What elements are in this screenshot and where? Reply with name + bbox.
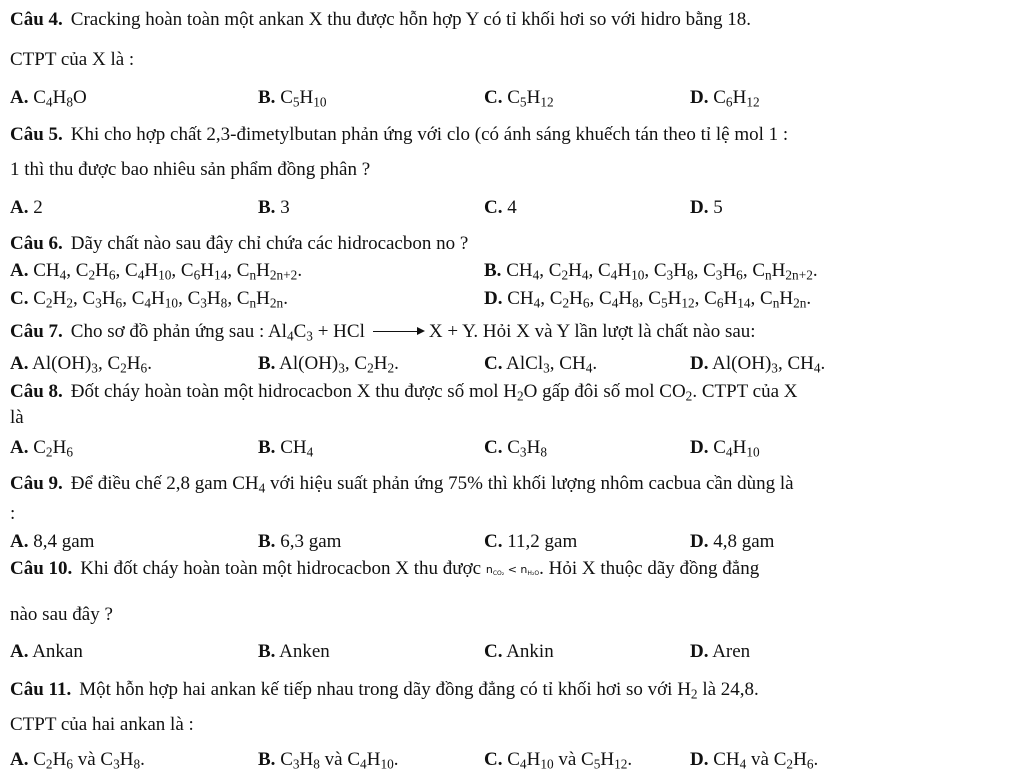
q6-number: Câu 6.: [10, 233, 63, 254]
q10-option-b[interactable]: B. Anken: [258, 641, 330, 662]
q6-option-d[interactable]: D. $CH_4$, $C_2H_6$, $C_4H_8$, $C_5H_{12}$, $C_6H_{14}$, $C_nH_{2n}$.: [484, 288, 812, 311]
q9-option-d[interactable]: D. 4,8 gam: [690, 531, 775, 552]
q4-stem-line2: CTPT của X là :: [10, 49, 135, 70]
q10-number: Câu 10.: [10, 558, 73, 579]
q11-option-b[interactable]: B. $C_3H_8$ và $C_4H_{10}$.: [258, 749, 399, 772]
q7-stem: Câu 7. Cho sơ đồ phản ứng sau : $Al_4C_3$ + HCl X + Y. Hỏi X và Y lần lượt là chất nào sau:: [10, 321, 756, 344]
q7-option-d[interactable]: D. $Al(OH)_3$, $CH_4$.: [690, 353, 826, 376]
q10-option-a[interactable]: A. Ankan: [10, 641, 83, 662]
q11-stem-line2: CTPT của hai ankan là :: [10, 714, 194, 735]
q4-option-c[interactable]: C. $C_5H_{12}$: [484, 87, 554, 110]
q6-stem-text: Dãy chất nào sau đây chỉ chứa các hidrocacbon no ?: [70, 233, 469, 254]
q8-stem-line2: là: [10, 407, 24, 428]
q9-option-c[interactable]: C. 11,2 gam: [484, 531, 578, 552]
q10-stem-line1: Câu 10. Khi đốt cháy hoàn toàn một hidrocacbon X thu được $n_{CO_2} < n_{H_2O}$. Hỏi X thuộc dãy đồng đẳng: [10, 558, 760, 579]
q5-stem-text: Khi cho hợp chất 2,3-đimetylbutan phản ứng với clo (có ánh sáng khuếch tán theo tỉ lệ mol 1 :: [70, 124, 789, 145]
q6-stem: [10, 232, 468, 256]
q4-stem-text: Cracking hoàn toàn một ankan X thu được hỗn hợp Y có tỉ khối hơi so với hidro bằng 18.: [70, 9, 752, 30]
q8-option-c[interactable]: C. $C_3H_8$: [484, 437, 547, 460]
q7-option-a[interactable]: A. $Al(OH)_3$, $C_2H_6$.: [10, 353, 152, 376]
q8-option-d[interactable]: D. $C_4H_{10}$: [690, 437, 760, 460]
q10-option-c[interactable]: C. Ankin: [484, 641, 554, 662]
mole-inequality-formula: $n_{CO_2} < n_{H_2O}$: [485, 562, 540, 577]
q7-number: Câu 7.: [10, 321, 63, 342]
q6-option-a[interactable]: A. $CH_4$, $C_2H_6$, $C_4H_{10}$, $C_6H_{14}$, $C_nH_{2n+2}$.: [10, 260, 303, 283]
q7-stem-prefix: Cho sơ đồ phản ứng sau :: [70, 321, 265, 342]
q11-option-d[interactable]: D. $CH_4$ và $C_2H_6$.: [690, 749, 819, 772]
q5-option-b[interactable]: B. 3: [258, 197, 290, 218]
q4-option-a[interactable]: A. $C_4H_8O$: [10, 87, 87, 110]
q8-stem-line1: Câu 8. Đốt cháy hoàn toàn một hidrocacbon X thu được số mol $H_2O$ gấp đôi số mol $CO_2$. CTPT của X: [10, 381, 798, 404]
q10-stem-line2: nào sau đây ?: [10, 604, 113, 625]
q8-number: Câu 8.: [10, 381, 63, 402]
q9-option-b[interactable]: B. 6,3 gam: [258, 531, 342, 552]
q7-stem-suffix: X + Y. Hỏi X và Y lần lượt là chất nào sau:: [428, 321, 756, 342]
q4-option-d[interactable]: D. $C_6H_{12}$: [690, 87, 760, 110]
q11-number: Câu 11.: [10, 679, 72, 700]
q5-option-a[interactable]: A. 2: [10, 197, 43, 218]
q5-option-c[interactable]: C. 4: [484, 197, 517, 218]
q5-option-d[interactable]: D. 5: [690, 197, 723, 218]
q4-option-b[interactable]: B. $C_5H_{10}$: [258, 87, 327, 110]
q5-number: Câu 5.: [10, 124, 63, 145]
q6-option-b[interactable]: B. $CH_4$, $C_2H_4$, $C_4H_{10}$, $C_3H_8$, $C_3H_6$, $C_nH_{2n+2}$.: [484, 260, 818, 283]
q9-number: Câu 9.: [10, 473, 63, 494]
q5-stem-line1: [10, 123, 788, 147]
q11-stem-line1: Câu 11. Một hỗn hợp hai ankan kế tiếp nhau trong dãy đồng đẳng có tỉ khối hơi so với $H_2$ là 24,8.: [10, 679, 759, 702]
reaction-arrow-icon: [373, 331, 423, 332]
q5-stem-line2: 1 thì thu được bao nhiêu sản phẩm đồng phân ?: [10, 159, 371, 180]
q6-option-c[interactable]: C. $C_2H_2$, $C_3H_6$, $C_4H_{10}$, $C_3H_8$, $C_nH_{2n}$.: [10, 288, 288, 311]
q8-option-b[interactable]: B. $CH_4$: [258, 437, 314, 460]
q4-number: Câu 4.: [10, 9, 63, 30]
q7-option-c[interactable]: C. AlCl$_3$, $CH_4$.: [484, 353, 598, 376]
q10-option-d[interactable]: D. Aren: [690, 641, 751, 662]
q9-stem-line2: :: [10, 503, 16, 524]
q9-stem-line1: Câu 9. Để điều chế 2,8 gam $CH_4$ với hiệu suất phản ứng 75% thì khối lượng nhôm cacbua cần dùng là: [10, 473, 794, 496]
q7-option-b[interactable]: B. $Al(OH)_3$, $C_2H_2$.: [258, 353, 399, 376]
q11-option-c[interactable]: C. $C_4H_{10}$ và $C_5H_{12}$.: [484, 749, 633, 772]
q8-option-a[interactable]: A. $C_2H_6$: [10, 437, 73, 460]
q9-option-a[interactable]: A. 8,4 gam: [10, 531, 95, 552]
q4-stem-line1: [10, 8, 751, 32]
q11-option-a[interactable]: A. $C_2H_6$ và $C_3H_8$.: [10, 749, 145, 772]
